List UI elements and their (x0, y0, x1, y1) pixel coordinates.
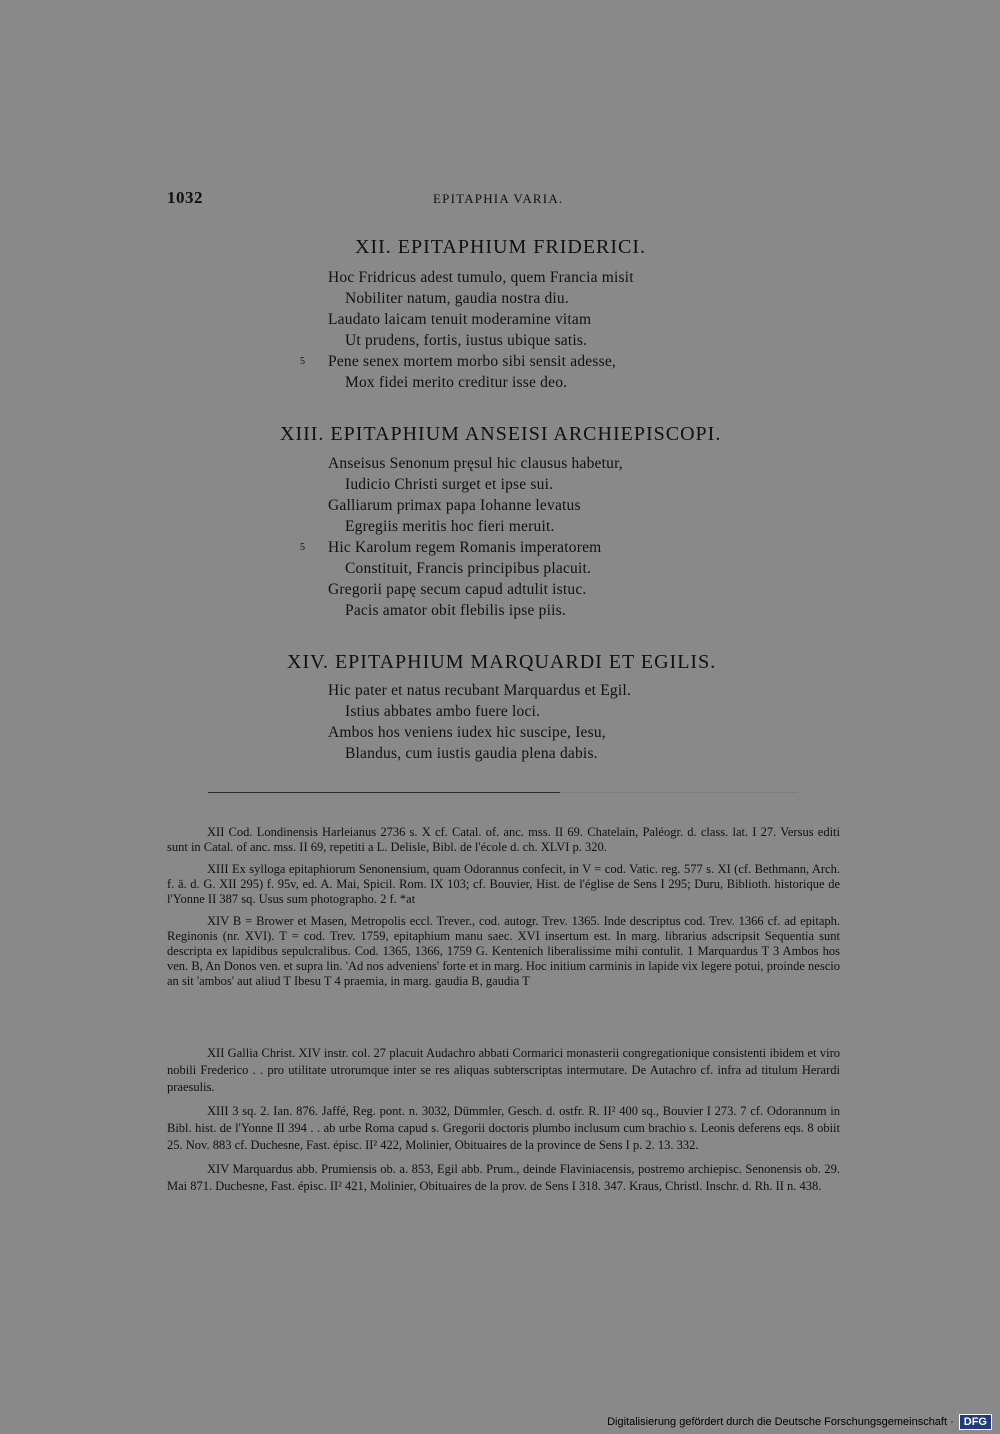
apparatus-note-xii: XII Cod. Londinensis Harleianus 2736 s. X cf. Catal. of. anc. mss. II 69. Chatelain, Paléogr. d. class. lat. I 27. Versus editi sunt in Catal. of anc. mss. II 69, repetiti a L. Delisle, Bibl. de l'école d. ch. XLVI p. 320. (167, 825, 840, 854)
poem-line: Gregorii papę secum capud adtulit istuc. (328, 581, 587, 598)
poem-line: Istius abbates ambo fuere loci. (345, 703, 541, 720)
page-header (167, 188, 839, 212)
apparatus-note-xiii: XIII Ex sylloga epitaphiorum Senonensium, quam Odorannus confecit, in V = cod. Vatic. reg. 577 s. XI (cf. Bethmann, Arch. f. ä. d. G. XII 295) f. 95v, ed. A. Mai, Spicil. Rom. IX 103; cf. Bouvier, Hist. de l'église de Sens I 295; Duru, Biblioth. historique de l'Yonne II 387 sq. Usus sum photographo. 2 f. *at (167, 862, 840, 906)
funding-banner (607, 1412, 992, 1432)
poem-lines-xiv (300, 680, 800, 764)
poem-title-xii: XII. EPITAPHIUM FRIDERICI. (355, 236, 647, 258)
poem-line: Anseisus Senonum pręsul hic clausus habetur, (328, 455, 623, 472)
poem-line: Hoc Fridricus adest tumulo, quem Francia misit (328, 269, 634, 286)
commentary-notes (167, 1045, 840, 1202)
poem-line: 5 Pene senex mortem morbo sibi sensit adesse, (300, 353, 616, 370)
commentary-note-xiv: XIV Marquardus abb. Prumiensis ob. a. 853, Egil abb. Prum., deinde Flaviniacensis, postremo archiepisc. Senonensis ob. 29. Mai 871. Duchesne, Fast. épisc. II² 421, Molinier, Obituaires de la prov. de Sens I 318. 347. Kraus, Christl. Inschr. d. Rh. II n. 438. (167, 1162, 840, 1193)
apparatus-note-xiv: XIV B = Brower et Masen, Metropolis eccl. Trever., cod. autogr. Trev. 1365. Inde descriptus cod. Trev. 1366 cf. ad epitaph. Reginonis (nr. XVI). T = cod. Trev. 1759, epitaphium manu saec. XVI insertum est. In marg. librarius adscripsit Sequentia sunt descripta ex lapidibus sepulcralibus. Cod. 1365, 1366, 1759 G. Kentenich liberalissime mihi contulit. 1 Marquardus T 3 Ambos hos ven. B, An Donos ven. et supra lin. 'Ad nos adveniens' forte et in marg. Hoc initium carminis in lapide vix legere potui, proinde nescio an sit 'ambos' aut aliud T Ibesu T 4 praemia, in marg. gaudia B, gaudia T (167, 914, 840, 988)
page-number: 1032 (167, 188, 203, 207)
poem-line: Iudicio Christi surget et ipse sui. (345, 476, 554, 493)
poem-line: Galliarum primax papa Iohanne levatus (328, 497, 581, 514)
poem-title-xiii: XIII. EPITAPHIUM ANSEISI ARCHIEPISCOPI. (280, 423, 722, 445)
commentary-note-xiii: XIII 3 sq. 2. Ian. 876. Jaffé, Reg. pont. n. 3032, Dümmler, Gesch. d. ostfr. R. II² 400 sq., Bouvier I 273. 7 cf. Odorannum in Bibl. hist. de l'Yonne II 394 . . ab urbe Roma capud s. Gregorii doctoris plumbo inclusum cum brachio s. Leonis deferens eqs. 8 obiit 25. Nov. 883 cf. Duchesne, Fast. épisc. II² 422, Molinier, Obituaires de la province de Sens I p. 2. 13. 332. (167, 1104, 840, 1152)
poem-line: Constituit, Francis principibus placuit. (345, 560, 592, 577)
poem-line: Blandus, cum iustis gaudia plena dabis. (345, 745, 598, 762)
section-divider-faint (560, 792, 798, 793)
poem-lines-xii (300, 267, 800, 393)
poem-line: 5 Hic Karolum regem Romanis imperatorem (300, 539, 602, 556)
poem-lines-xiii (300, 453, 800, 621)
poem-line: Egregiis meritis hoc fieri meruit. (345, 518, 555, 535)
running-head: EPITAPHIA VARIA. (433, 191, 564, 206)
commentary-note-xii: XII Gallia Christ. XIV instr. col. 27 placuit Audachro abbati Cormarici monasterii congregationique consistenti ibidem et viro nobili Frederico . . pro utilitate utrorumque inter se res aliquas subterscriptas intermutare. De Autachro cf. infra ad titulum Herardi praesulis. (167, 1046, 840, 1094)
critical-apparatus (167, 825, 840, 996)
poem-title-xiv: XIV. EPITAPHIUM MARQUARDI ET EGILIS. (287, 651, 717, 673)
poem-line: Laudato laicam tenuit moderamine vitam (328, 311, 592, 328)
poem-line: Nobiliter natum, gaudia nostra diu. (345, 290, 569, 307)
poem-line: Ut prudens, fortis, iustus ubique satis. (345, 332, 588, 349)
dfg-logo: DFG (959, 1414, 992, 1430)
poem-line: Pacis amator obit flebilis ipse piis. (345, 602, 566, 619)
poem-line: Ambos hos veniens iudex hic suscipe, Iesu, (328, 724, 606, 741)
poem-line: Hic pater et natus recubant Marquardus et Egil. (328, 682, 631, 699)
poem-line: Mox fidei merito creditur isse deo. (345, 374, 568, 391)
funding-text: Digitalisierung gefördert durch die Deutsche Forschungsgemeinschaft · (607, 1416, 954, 1428)
